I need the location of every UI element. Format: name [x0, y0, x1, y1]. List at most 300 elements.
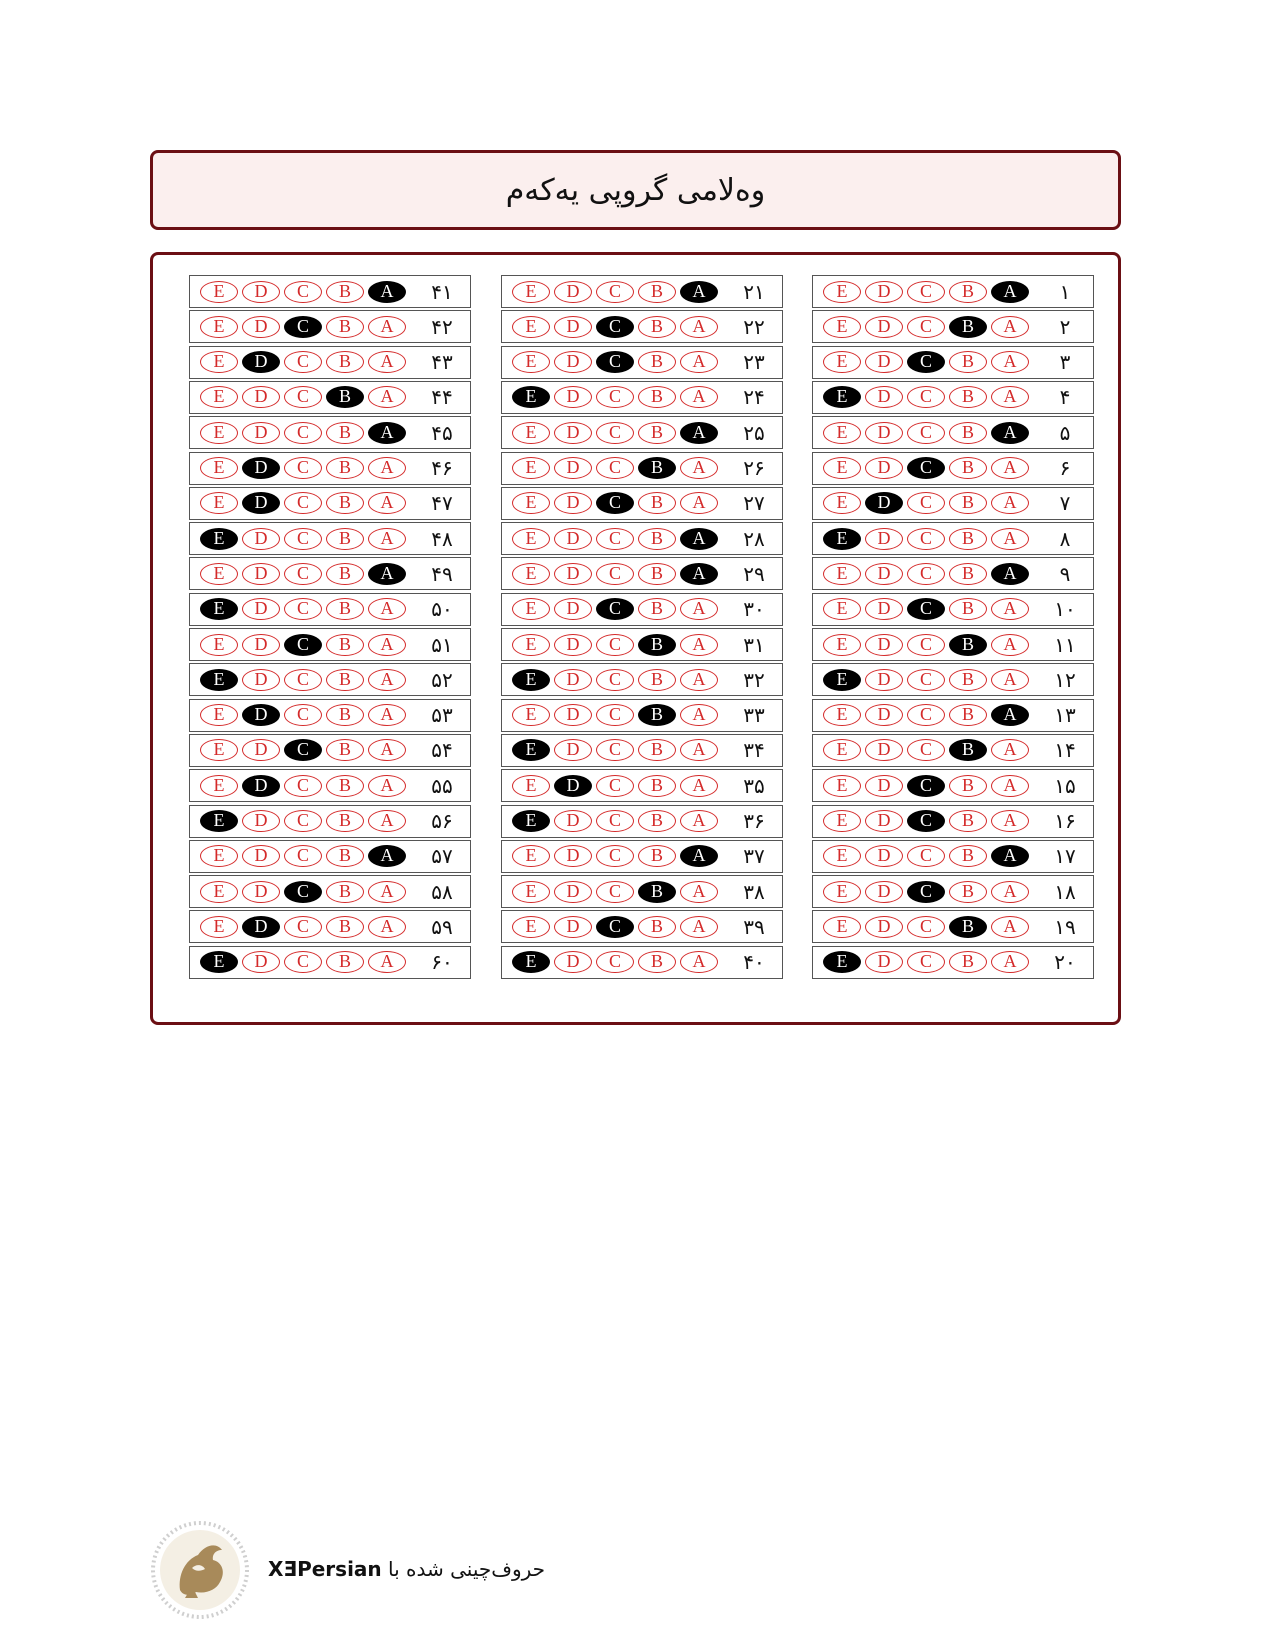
option-bubble-c: C: [596, 951, 634, 973]
question-number: ۵۰: [431, 597, 453, 622]
answer-row: [501, 699, 783, 732]
option-bubble-d: D: [242, 951, 280, 973]
question-number: ۳۹: [743, 914, 765, 939]
option-bubble-c: C: [284, 704, 322, 726]
answer-row: [189, 699, 471, 732]
option-bubble-d: D: [865, 775, 903, 797]
option-bubble-d: D: [242, 492, 280, 514]
answer-options: [813, 598, 1037, 620]
option-bubble-c: C: [907, 422, 945, 444]
question-number: ۵: [1059, 420, 1071, 445]
question-number: ۲۶: [743, 456, 765, 480]
option-bubble-b: B: [949, 739, 987, 761]
option-bubble-b: B: [638, 916, 676, 938]
option-bubble-b: B: [326, 351, 364, 373]
answer-options: [502, 916, 726, 938]
answer-row: [501, 416, 783, 449]
option-bubble-e: E: [512, 563, 550, 585]
option-bubble-c: C: [596, 881, 634, 903]
option-bubble-d: D: [242, 598, 280, 620]
option-bubble-a: A: [991, 669, 1029, 691]
option-bubble-e: E: [512, 704, 550, 726]
option-bubble-b: B: [949, 634, 987, 656]
option-bubble-e: E: [823, 351, 861, 373]
option-bubble-d: D: [865, 281, 903, 303]
option-bubble-e: E: [200, 775, 238, 797]
answer-row: [189, 663, 471, 696]
answer-row: [812, 769, 1094, 802]
option-bubble-d: D: [865, 528, 903, 550]
answer-row: [812, 452, 1094, 485]
option-bubble-d: D: [554, 528, 592, 550]
question-number: ۱۵: [1054, 773, 1076, 798]
option-bubble-e: E: [823, 386, 861, 408]
option-bubble-d: D: [865, 563, 903, 585]
option-bubble-a: A: [680, 386, 718, 408]
option-bubble-c: C: [596, 422, 634, 444]
answer-row: [189, 946, 471, 979]
answer-row: [189, 593, 471, 626]
option-bubble-c: C: [596, 528, 634, 550]
option-bubble-d: D: [554, 775, 592, 797]
option-bubble-e: E: [200, 528, 238, 550]
option-bubble-c: C: [284, 492, 322, 514]
option-bubble-c: C: [284, 598, 322, 620]
option-bubble-c: C: [284, 281, 322, 303]
question-number: ۱۰: [1054, 597, 1076, 622]
answer-row: [812, 557, 1094, 590]
option-bubble-a: A: [368, 563, 406, 585]
option-bubble-e: E: [200, 634, 238, 656]
option-bubble-a: A: [368, 422, 406, 444]
title-banner: [150, 150, 1121, 230]
option-bubble-e: E: [200, 281, 238, 303]
option-bubble-d: D: [554, 492, 592, 514]
answer-options: [502, 739, 726, 761]
option-bubble-a: A: [368, 281, 406, 303]
option-bubble-d: D: [242, 916, 280, 938]
option-bubble-a: A: [680, 881, 718, 903]
option-bubble-d: D: [865, 351, 903, 373]
question-number: ۴۵: [431, 420, 453, 445]
option-bubble-a: A: [991, 351, 1029, 373]
option-bubble-b: B: [638, 528, 676, 550]
option-bubble-e: E: [512, 528, 550, 550]
option-bubble-a: A: [680, 951, 718, 973]
answer-options: [813, 386, 1037, 408]
option-bubble-e: E: [200, 316, 238, 338]
option-bubble-e: E: [512, 386, 550, 408]
question-number: ۴۳: [431, 350, 453, 375]
answer-options: [502, 775, 726, 797]
option-bubble-a: A: [991, 951, 1029, 973]
option-bubble-e: E: [200, 563, 238, 585]
question-number: ۲۹: [743, 561, 765, 586]
option-bubble-a: A: [680, 281, 718, 303]
option-bubble-e: E: [823, 598, 861, 620]
option-bubble-c: C: [284, 669, 322, 691]
option-bubble-d: D: [242, 528, 280, 550]
answer-row: [189, 522, 471, 555]
option-bubble-e: E: [200, 386, 238, 408]
answer-options: [813, 810, 1037, 832]
option-bubble-c: C: [907, 492, 945, 514]
question-number: ۷: [1059, 491, 1071, 516]
option-bubble-a: A: [368, 704, 406, 726]
option-bubble-a: A: [991, 386, 1029, 408]
option-bubble-c: C: [284, 951, 322, 973]
option-bubble-a: A: [991, 739, 1029, 761]
option-bubble-c: C: [596, 563, 634, 585]
option-bubble-e: E: [200, 351, 238, 373]
option-bubble-d: D: [865, 316, 903, 338]
option-bubble-d: D: [242, 316, 280, 338]
option-bubble-d: D: [554, 598, 592, 620]
option-bubble-c: C: [284, 528, 322, 550]
option-bubble-b: B: [326, 634, 364, 656]
option-bubble-b: B: [949, 492, 987, 514]
option-bubble-a: A: [680, 704, 718, 726]
option-bubble-b: B: [326, 457, 364, 479]
option-bubble-b: B: [638, 422, 676, 444]
option-bubble-d: D: [865, 845, 903, 867]
option-bubble-d: D: [242, 669, 280, 691]
question-number: ۶: [1059, 456, 1071, 480]
answer-options: [813, 634, 1037, 656]
question-number: ۴۶: [431, 456, 453, 480]
option-bubble-b: B: [949, 281, 987, 303]
answer-options: [502, 492, 726, 514]
question-number: ۲۳: [743, 350, 765, 375]
question-number: ۴: [1059, 385, 1071, 410]
option-bubble-b: B: [326, 598, 364, 620]
option-bubble-e: E: [823, 916, 861, 938]
option-bubble-a: A: [991, 845, 1029, 867]
question-number: ۳۸: [743, 879, 765, 904]
option-bubble-e: E: [200, 810, 238, 832]
question-number: ۲: [1059, 314, 1071, 339]
option-bubble-a: A: [368, 316, 406, 338]
option-bubble-c: C: [596, 492, 634, 514]
option-bubble-c: C: [284, 422, 322, 444]
option-bubble-c: C: [596, 457, 634, 479]
answer-row: [812, 663, 1094, 696]
option-bubble-e: E: [823, 563, 861, 585]
option-bubble-a: A: [991, 316, 1029, 338]
answer-row: [501, 734, 783, 767]
option-bubble-d: D: [554, 422, 592, 444]
answer-options: [190, 492, 414, 514]
option-bubble-a: A: [368, 810, 406, 832]
answer-row: [812, 275, 1094, 308]
answer-options: [813, 281, 1037, 303]
option-bubble-c: C: [907, 916, 945, 938]
answer-row: [812, 840, 1094, 873]
option-bubble-e: E: [823, 704, 861, 726]
answer-row: [501, 840, 783, 873]
answer-options: [190, 951, 414, 973]
question-number: ۱: [1059, 279, 1071, 304]
answer-options: [813, 422, 1037, 444]
answer-options: [813, 704, 1037, 726]
question-number: ۵۴: [431, 738, 453, 763]
option-bubble-c: C: [907, 457, 945, 479]
option-bubble-a: A: [680, 739, 718, 761]
option-bubble-c: C: [596, 316, 634, 338]
option-bubble-e: E: [200, 422, 238, 444]
question-number: ۱۲: [1054, 667, 1076, 692]
option-bubble-a: A: [368, 492, 406, 514]
option-bubble-e: E: [512, 281, 550, 303]
answer-row: [189, 875, 471, 908]
option-bubble-c: C: [284, 775, 322, 797]
option-bubble-c: C: [907, 951, 945, 973]
option-bubble-b: B: [949, 422, 987, 444]
question-number: ۲۴: [743, 385, 765, 410]
option-bubble-e: E: [823, 951, 861, 973]
option-bubble-e: E: [823, 845, 861, 867]
option-bubble-c: C: [284, 916, 322, 938]
option-bubble-e: E: [512, 881, 550, 903]
answer-row: [189, 346, 471, 379]
answer-row: [812, 487, 1094, 520]
option-bubble-a: A: [368, 881, 406, 903]
answer-row: [501, 628, 783, 661]
option-bubble-a: A: [991, 634, 1029, 656]
option-bubble-b: B: [638, 845, 676, 867]
option-bubble-d: D: [242, 422, 280, 444]
option-bubble-b: B: [638, 739, 676, 761]
answer-options: [813, 775, 1037, 797]
answer-options: [502, 457, 726, 479]
answer-row: [189, 769, 471, 802]
answer-row: [812, 875, 1094, 908]
answer-row: [501, 910, 783, 943]
answer-options: [813, 528, 1037, 550]
question-number: ۴۱: [431, 279, 453, 304]
answer-row: [501, 522, 783, 555]
option-bubble-e: E: [823, 457, 861, 479]
question-number: ۱۸: [1054, 879, 1076, 904]
answer-options: [502, 881, 726, 903]
question-number: ۳۴: [743, 738, 765, 763]
footer-brand: XƎPersian: [268, 1557, 382, 1581]
option-bubble-b: B: [949, 316, 987, 338]
option-bubble-e: E: [512, 422, 550, 444]
answer-options: [190, 351, 414, 373]
option-bubble-a: A: [991, 492, 1029, 514]
option-bubble-c: C: [907, 598, 945, 620]
question-number: ۲۰: [1054, 950, 1076, 975]
option-bubble-d: D: [865, 916, 903, 938]
option-bubble-c: C: [596, 775, 634, 797]
option-bubble-c: C: [596, 810, 634, 832]
answer-options: [190, 634, 414, 656]
question-number: ۱۶: [1054, 809, 1076, 833]
answer-options: [813, 916, 1037, 938]
option-bubble-a: A: [991, 563, 1029, 585]
answer-row: [189, 910, 471, 943]
question-number: ۴۹: [431, 561, 453, 586]
option-bubble-c: C: [596, 669, 634, 691]
question-number: ۴۰: [743, 950, 765, 975]
answer-row: [189, 452, 471, 485]
option-bubble-a: A: [991, 281, 1029, 303]
option-bubble-b: B: [638, 810, 676, 832]
option-bubble-e: E: [823, 492, 861, 514]
option-bubble-e: E: [823, 739, 861, 761]
option-bubble-b: B: [638, 775, 676, 797]
option-bubble-b: B: [326, 704, 364, 726]
answer-options: [190, 316, 414, 338]
answer-row: [189, 275, 471, 308]
option-bubble-e: E: [512, 669, 550, 691]
answer-row: [812, 346, 1094, 379]
option-bubble-d: D: [554, 634, 592, 656]
answer-row: [812, 310, 1094, 343]
question-number: ۴۷: [431, 491, 453, 516]
option-bubble-b: B: [326, 316, 364, 338]
answer-options: [502, 704, 726, 726]
answer-row: [812, 910, 1094, 943]
option-bubble-b: B: [326, 951, 364, 973]
option-bubble-b: B: [638, 351, 676, 373]
option-bubble-a: A: [991, 704, 1029, 726]
option-bubble-a: A: [680, 634, 718, 656]
option-bubble-d: D: [554, 316, 592, 338]
option-bubble-e: E: [512, 457, 550, 479]
answer-options: [190, 845, 414, 867]
footer: [150, 1520, 570, 1620]
answer-row: [812, 416, 1094, 449]
option-bubble-c: C: [907, 563, 945, 585]
option-bubble-a: A: [368, 351, 406, 373]
option-bubble-a: A: [680, 316, 718, 338]
option-bubble-a: A: [991, 457, 1029, 479]
option-bubble-b: B: [949, 916, 987, 938]
option-bubble-b: B: [326, 916, 364, 938]
option-bubble-a: A: [991, 881, 1029, 903]
option-bubble-b: B: [326, 845, 364, 867]
answer-options: [813, 457, 1037, 479]
answer-row: [501, 946, 783, 979]
option-bubble-e: E: [823, 528, 861, 550]
answer-options: [190, 281, 414, 303]
option-bubble-c: C: [907, 386, 945, 408]
option-bubble-d: D: [554, 881, 592, 903]
option-bubble-d: D: [865, 457, 903, 479]
option-bubble-e: E: [512, 775, 550, 797]
answer-row: [501, 275, 783, 308]
option-bubble-a: A: [368, 845, 406, 867]
option-bubble-b: B: [638, 457, 676, 479]
option-bubble-a: A: [368, 669, 406, 691]
answer-options: [813, 845, 1037, 867]
option-bubble-a: A: [368, 634, 406, 656]
option-bubble-e: E: [823, 316, 861, 338]
option-bubble-e: E: [823, 281, 861, 303]
answer-options: [502, 951, 726, 973]
answer-options: [813, 951, 1037, 973]
question-number: ۲۸: [743, 526, 765, 551]
question-number: ۱۱: [1054, 632, 1076, 657]
option-bubble-e: E: [823, 669, 861, 691]
option-bubble-c: C: [907, 810, 945, 832]
option-bubble-e: E: [512, 598, 550, 620]
option-bubble-d: D: [865, 492, 903, 514]
option-bubble-b: B: [949, 775, 987, 797]
option-bubble-a: A: [680, 598, 718, 620]
xepersian-logo-icon: [150, 1520, 250, 1620]
question-number: ۵۵: [431, 773, 453, 798]
option-bubble-a: A: [991, 528, 1029, 550]
option-bubble-a: A: [680, 916, 718, 938]
option-bubble-d: D: [242, 845, 280, 867]
answer-options: [190, 669, 414, 691]
question-number: ۸: [1059, 526, 1071, 551]
option-bubble-c: C: [284, 810, 322, 832]
answer-options: [190, 457, 414, 479]
option-bubble-b: B: [326, 881, 364, 903]
option-bubble-c: C: [284, 739, 322, 761]
option-bubble-b: B: [638, 881, 676, 903]
answer-row: [812, 593, 1094, 626]
option-bubble-c: C: [907, 845, 945, 867]
answer-row: [501, 557, 783, 590]
question-number: ۳۰: [743, 597, 765, 622]
option-bubble-b: B: [326, 775, 364, 797]
option-bubble-d: D: [554, 951, 592, 973]
option-bubble-d: D: [242, 634, 280, 656]
option-bubble-b: B: [326, 739, 364, 761]
option-bubble-d: D: [242, 704, 280, 726]
option-bubble-a: A: [680, 845, 718, 867]
option-bubble-e: E: [512, 351, 550, 373]
option-bubble-c: C: [907, 704, 945, 726]
option-bubble-d: D: [242, 563, 280, 585]
option-bubble-d: D: [242, 386, 280, 408]
option-bubble-e: E: [200, 492, 238, 514]
option-bubble-a: A: [680, 775, 718, 797]
option-bubble-c: C: [907, 634, 945, 656]
answer-options: [190, 386, 414, 408]
option-bubble-c: C: [907, 669, 945, 691]
option-bubble-d: D: [554, 916, 592, 938]
option-bubble-a: A: [991, 916, 1029, 938]
option-bubble-b: B: [949, 669, 987, 691]
answer-row: [501, 346, 783, 379]
answer-row: [189, 734, 471, 767]
option-bubble-d: D: [865, 739, 903, 761]
footer-credit-text: حروف‌چینی شده با: [388, 1557, 546, 1581]
question-number: ۴۲: [431, 314, 453, 339]
option-bubble-c: C: [284, 386, 322, 408]
answer-options: [190, 563, 414, 585]
option-bubble-d: D: [865, 669, 903, 691]
option-bubble-a: A: [680, 810, 718, 832]
answer-options: [502, 669, 726, 691]
answer-options: [813, 739, 1037, 761]
option-bubble-e: E: [200, 457, 238, 479]
option-bubble-e: E: [200, 598, 238, 620]
option-bubble-c: C: [596, 634, 634, 656]
option-bubble-d: D: [865, 881, 903, 903]
option-bubble-e: E: [200, 916, 238, 938]
answer-options: [190, 528, 414, 550]
option-bubble-b: B: [326, 528, 364, 550]
option-bubble-b: B: [638, 386, 676, 408]
option-bubble-c: C: [284, 563, 322, 585]
